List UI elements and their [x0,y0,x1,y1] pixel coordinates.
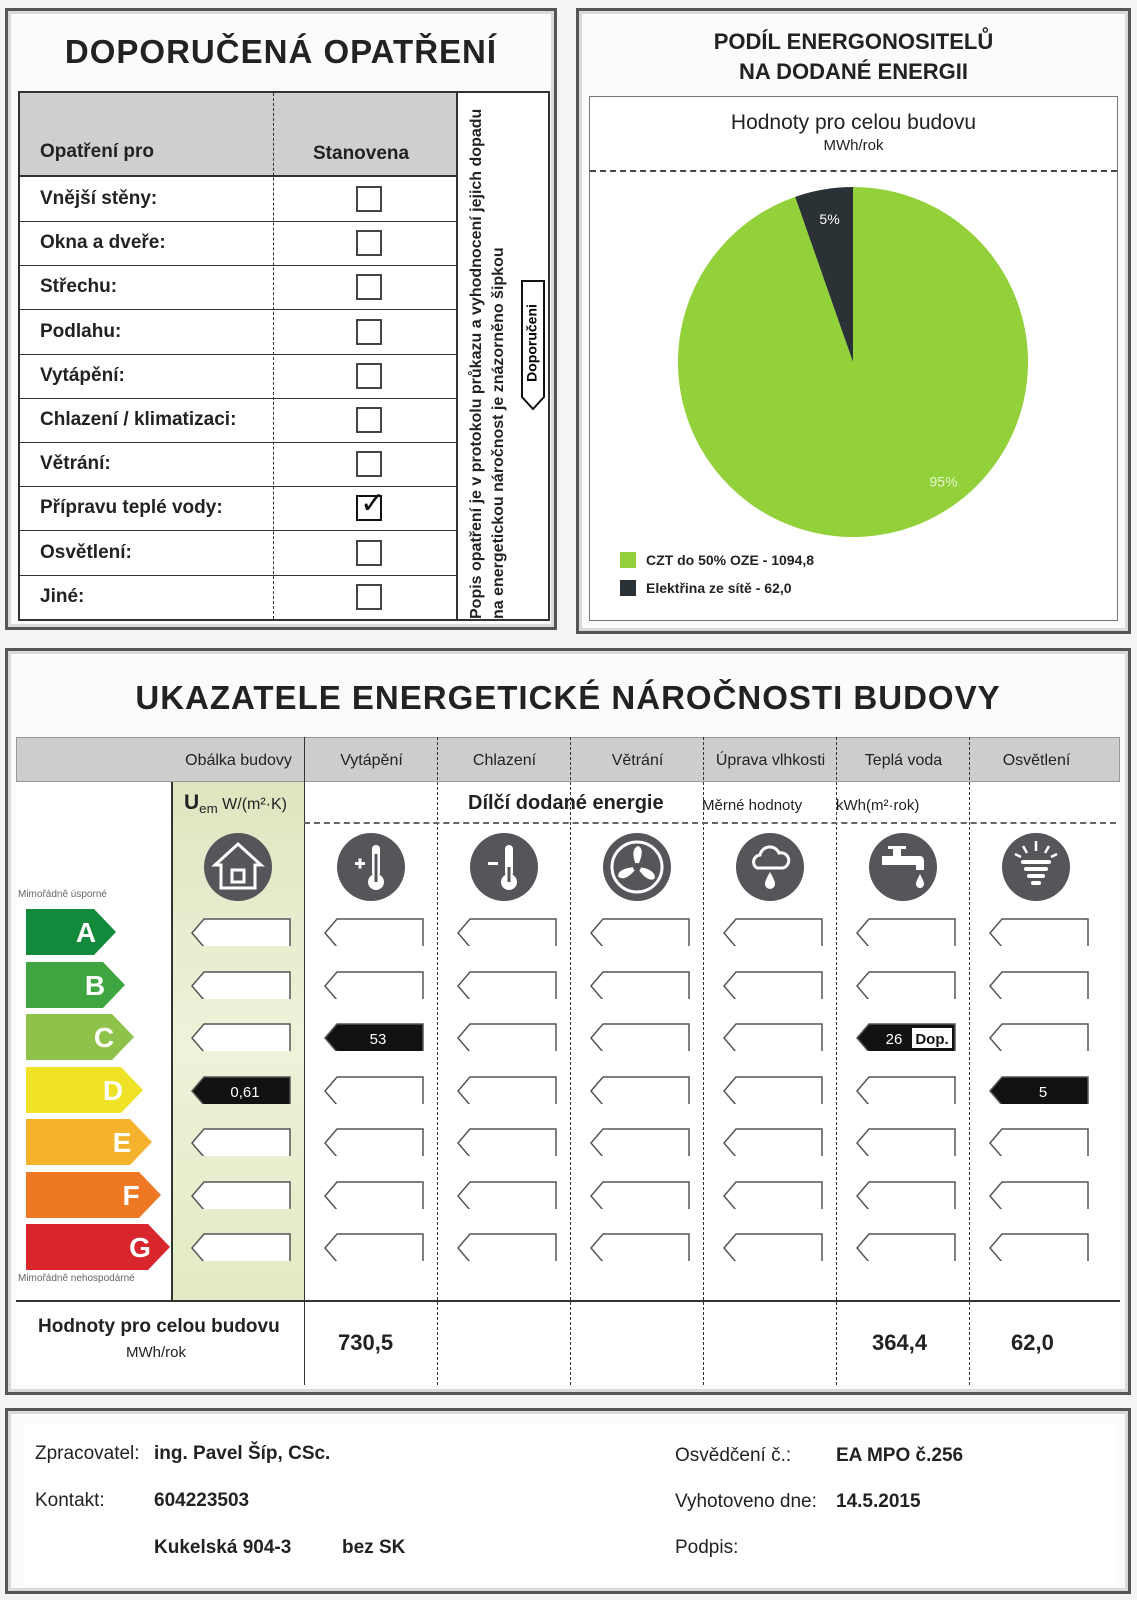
empty-bar-f [723,1181,823,1209]
empty-bar-c [723,1023,823,1051]
share-unit: MWh/rok [823,137,884,154]
share-title [579,27,1128,87]
legend-czt-swatch [620,552,636,568]
column-divider [304,737,305,1385]
grade-letter: B [84,969,106,1001]
grade-letter: F [122,1179,140,1211]
date-label: Vyhotoveno dne: [675,1491,817,1512]
share-subtitle: Hodnoty pro celou budovu [730,111,977,134]
recommended-label: Doporučeni [523,304,540,382]
measure-label: Vnější stěny: [40,188,158,209]
lighting-bar-e [989,1128,1089,1156]
measure-checkbox[interactable] [356,186,382,212]
measure-row [20,398,456,443]
heating-bar-c [324,1023,424,1051]
empty-bar-g [723,1233,823,1261]
signature-label: Podpis: [675,1537,739,1558]
hot_water-bar-d [856,1076,956,1104]
envelope-bar-a [191,918,291,946]
footer-box [24,1423,1116,1585]
legend-czt-label: CZT do 50% OZE - 1094,8 [646,552,815,568]
indicators-header-row [16,737,1120,782]
measure-label: Přípravu teplé vody: [40,497,223,519]
empty-bar-e [590,1128,690,1156]
grade-letter: A [75,917,97,948]
contact-phone: 604223503 [154,1490,250,1511]
lighting-bar-d [989,1076,1089,1104]
lighting-bar-b [989,971,1089,999]
date-value: 14.5.2015 [836,1491,921,1512]
grade-letter: D [102,1074,124,1106]
heating-bar-d [324,1076,424,1104]
measure-checkbox[interactable] [356,584,382,610]
column-divider [703,737,704,1385]
processor-label: Zpracovatel: [35,1443,140,1464]
col-set: Stanovena [313,143,410,164]
measure-label: Větrání: [40,453,111,475]
energy-share-pie-chart [673,182,1033,542]
total-lighting: 62,0 [1011,1330,1054,1355]
heating-bar-g [324,1233,424,1261]
totals-label: Hodnoty pro celou budovu [38,1316,280,1337]
measures-title: DOPORUČENÁ OPATŘENÍ [64,33,498,70]
measure-row [20,310,456,355]
legend-electricity-swatch [620,580,636,596]
address: Kukelská 904-3 [154,1537,292,1558]
heating-bar-f [324,1181,424,1209]
thermometer-minus-icon [469,832,539,902]
measure-checkbox[interactable] [356,363,382,389]
empty-bar-c [590,1023,690,1051]
measure-checkbox[interactable] [356,407,382,433]
measure-row [20,354,456,399]
measure-checkbox[interactable] [356,319,382,345]
hot_water-bar-f [856,1181,956,1209]
measure-row [20,177,456,222]
lighting-bar-c [989,1023,1089,1051]
grade-d [26,1067,143,1113]
hot_water-bar-c [856,1023,956,1051]
measure-label: Podlahu: [40,320,122,342]
empty-bar-d [590,1076,690,1104]
top-grade-label: Mimořádně úsporné [18,889,107,900]
indicators-panel [5,648,1131,1395]
partial-energy-label: Dílčí dodané energie [468,792,664,814]
grade-letter: G [129,1232,151,1263]
measures-table [18,91,550,621]
share-chart-box [589,96,1118,621]
heating-bar-a [324,918,424,946]
lighting-bar-g [989,1233,1089,1261]
empty-bar-d [457,1076,557,1104]
measure-row [20,575,456,620]
empty-bar-a [723,918,823,946]
legend-electricity-label: Elektřina ze sítě - 62,0 [646,580,792,596]
grade-b [26,962,125,1008]
water-tap-icon [868,832,938,902]
hot_water-marker-note: Dop. [915,1031,949,1048]
envelope-bar-e [191,1128,291,1156]
envelope-bar-b [191,971,291,999]
grade-f [26,1172,161,1218]
measure-label: Okna a dveře: [40,232,166,254]
measure-checkbox[interactable] [356,451,382,477]
heating-bar-b [324,971,424,999]
recommended-measures-panel [5,8,557,630]
bottom-grade-label: Mimořádně nehospodárné [18,1273,135,1284]
measure-row [20,531,456,576]
column-divider [437,737,438,1385]
hot_water-bar-b [856,971,956,999]
hot_water-bar-e [856,1128,956,1156]
uem-label: $U_{em}$ W/(m²·K) [184,791,287,817]
totals-row [16,1300,1120,1385]
indicators-title: UKAZATELE ENERGETICKÉ NÁROČNOSTI BUDOVY [135,679,1001,716]
measure-checkbox[interactable] [356,487,386,521]
column-divider [171,782,173,1300]
sk-note: bez SK [342,1537,406,1558]
grade-g [26,1224,170,1270]
header-heating: Vytápění [340,752,403,769]
grade-e [26,1119,152,1165]
processor-name: ing. Pavel Šíp, CSc. [154,1443,331,1464]
empty-bar-f [590,1181,690,1209]
envelope-bar-f [191,1181,291,1209]
empty-bar-e [723,1128,823,1156]
cert-number: EA MPO č.256 [836,1445,964,1466]
lighting-bar-a [989,918,1089,946]
empty-bar-a [590,918,690,946]
pie-label-czt: 95% [929,473,958,490]
legend-czt [620,552,814,568]
measure-label: Osvětlení: [40,541,132,563]
column-divider [836,737,837,1385]
empty-bar-b [723,971,823,999]
checkmark-icon: ✓ [360,487,386,521]
heating-bar-e [324,1128,424,1156]
heating-marker-value: 53 [369,1031,387,1048]
fan-icon [602,832,672,902]
empty-bar-f [457,1181,557,1209]
lighting-marker-value: 5 [1038,1083,1048,1101]
hot_water-bar-g [856,1233,956,1261]
cert-label: Osvědčení č.: [675,1445,792,1466]
envelope-marker-value: 0,61 [230,1083,260,1101]
share-title-line2: NA DODANÉ ENERGII [739,59,968,84]
measure-label: Střechu: [40,276,118,298]
humidity-cloud-icon [735,832,805,902]
contact-label: Kontakt: [35,1490,105,1511]
header-lighting: Osvětlení [1002,752,1071,769]
empty-bar-g [457,1233,557,1261]
lighting-bar-f [989,1181,1089,1209]
column-divider [969,737,970,1385]
measure-label: Jiné: [40,585,85,607]
share-title-line1: PODÍL ENERGONOSITELŮ [713,29,994,54]
light-bulb-icon [1001,832,1071,902]
envelope-bar-g [191,1233,291,1261]
hot_water-marker-value: 26 [885,1031,903,1048]
footer-panel [5,1408,1131,1594]
measures-header [20,93,456,177]
thermometer-plus-icon [336,832,406,902]
empty-bar-b [457,971,557,999]
measure-checkbox[interactable] [356,274,382,300]
empty-bar-c [457,1023,557,1051]
header-humidity: Úprava vlhkosti [715,752,826,769]
empty-bar-e [457,1128,557,1156]
header-ventilation: Větrání [611,752,664,769]
grade-a [26,909,116,955]
measure-label: Chlazení / klimatizaci: [40,409,237,430]
envelope-bar-d [191,1076,291,1104]
total-hot-water: 364,4 [872,1330,928,1355]
grade-letter: C [93,1022,115,1053]
legend-electricity [620,580,792,596]
column-divider [570,737,571,1385]
recommended-arrow-icon [518,273,548,413]
measures-description: Popis opatření je v protokolu průkazu a vyhodnocení jejich dopadu na energetickou náročnost je znázorněno šipkou [468,108,507,619]
envelope-bar-c [191,1023,291,1051]
header-cooling: Chlazení [472,752,537,769]
grade-c [26,1014,134,1060]
hot_water-bar-a [856,918,956,946]
house-icon [203,832,273,902]
energy-share-panel [576,8,1131,634]
header-envelope: Obálka budovy [185,752,292,769]
empty-bar-g [590,1233,690,1261]
measure-row [20,486,456,531]
measures-side [456,93,548,619]
measure-row [20,442,456,487]
empty-bar-b [590,971,690,999]
empty-bar-a [457,918,557,946]
pie-label-electricity: 5% [819,210,840,227]
totals-unit: MWh/rok [126,1344,186,1361]
specific-values-label: Měrné hodnoty [702,797,803,814]
col-measures-for: Opatření pro [40,141,155,162]
specific-unit-label: kWh(m²·rok) [836,797,920,814]
header-hot-water: Teplá voda [864,752,943,769]
total-heating: 730,5 [338,1330,394,1355]
indicators-table [16,737,1120,1385]
measure-row [20,221,456,266]
measure-label: Vytápění: [40,364,125,386]
measure-row [20,265,456,310]
measure-checkbox[interactable] [356,540,382,566]
measure-checkbox[interactable] [356,230,382,256]
grade-letter: E [112,1127,132,1158]
empty-bar-d [723,1076,823,1104]
